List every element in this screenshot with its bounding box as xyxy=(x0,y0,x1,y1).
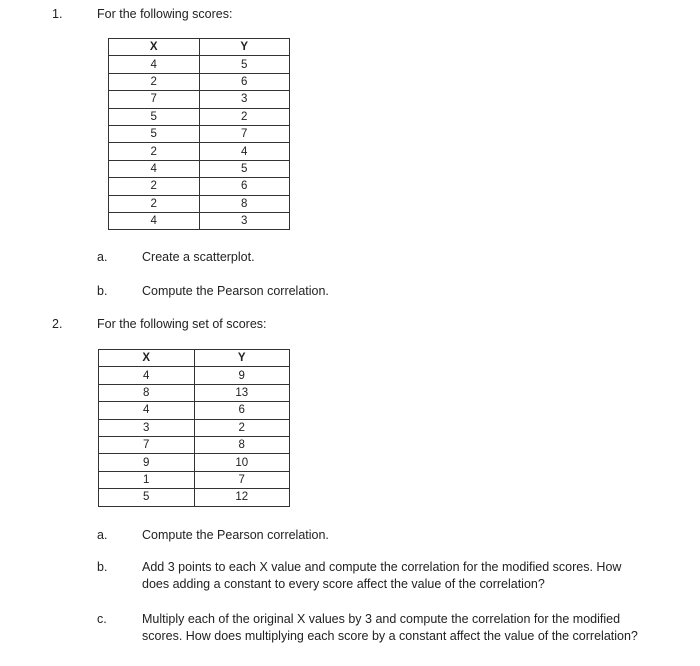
y-value-cell: 8 xyxy=(199,195,290,212)
table-row xyxy=(109,91,290,108)
y-value-cell: 6 xyxy=(199,178,290,195)
table-row xyxy=(109,108,290,125)
y-value-cell: 12 xyxy=(194,489,290,506)
table-row xyxy=(99,454,290,471)
question-2c-text: Multiply each of the original X values by 3 and compute the correlation for the modified scores. How does multiplying each score by a constant affect the value of the correlation? xyxy=(142,612,638,643)
y-value-cell: 10 xyxy=(194,454,290,471)
question-1b-label: b. xyxy=(97,284,108,298)
y-value-cell: 7 xyxy=(194,471,290,488)
table-row xyxy=(99,471,290,488)
table-row xyxy=(99,436,290,453)
question-1a-label: a. xyxy=(97,250,108,264)
table-row xyxy=(109,56,290,73)
table-row xyxy=(99,489,290,506)
y-value-cell: 5 xyxy=(199,160,290,177)
x-value-cell: 2 xyxy=(109,178,200,195)
table-row xyxy=(99,384,290,401)
x-value-cell: 3 xyxy=(99,419,195,436)
y-value-cell: 7 xyxy=(199,125,290,142)
table-row xyxy=(109,178,290,195)
question-1-prompt: For the following scores: xyxy=(97,7,233,21)
x-value-cell: 8 xyxy=(99,384,195,401)
table-row xyxy=(99,367,290,384)
column-header-x: X xyxy=(99,350,195,367)
question-1-number: 1. xyxy=(52,7,63,21)
x-value-cell: 7 xyxy=(109,91,200,108)
column-header-y: Y xyxy=(194,350,290,367)
x-value-cell: 4 xyxy=(109,212,200,229)
table-row xyxy=(109,195,290,212)
question-2-table xyxy=(98,349,290,507)
table-row xyxy=(109,73,290,90)
column-header-y: Y xyxy=(199,39,290,56)
table-row xyxy=(109,143,290,160)
question-2b-text: Add 3 points to each X value and compute the correlation for the modified scores. How does adding a constant to every score affect the value of the correlation? xyxy=(142,560,622,591)
y-value-cell: 9 xyxy=(194,367,290,384)
x-value-cell: 2 xyxy=(109,143,200,160)
x-value-cell: 1 xyxy=(99,471,195,488)
y-value-cell: 6 xyxy=(194,402,290,419)
y-value-cell: 2 xyxy=(194,419,290,436)
x-value-cell: 9 xyxy=(99,454,195,471)
x-value-cell: 5 xyxy=(109,108,200,125)
y-value-cell: 6 xyxy=(199,73,290,90)
table-row xyxy=(99,402,290,419)
question-2a-text: Compute the Pearson correlation. xyxy=(142,528,329,542)
question-2b-label: b. xyxy=(97,560,108,574)
y-value-cell: 3 xyxy=(199,91,290,108)
x-value-cell: 5 xyxy=(109,125,200,142)
table-header-row xyxy=(99,350,290,367)
y-value-cell: 13 xyxy=(194,384,290,401)
question-1b-text: Compute the Pearson correlation. xyxy=(142,284,329,298)
table-row xyxy=(109,125,290,142)
x-value-cell: 2 xyxy=(109,73,200,90)
y-value-cell: 2 xyxy=(199,108,290,125)
question-2-prompt: For the following set of scores: xyxy=(97,317,267,331)
question-1a-text: Create a scatterplot. xyxy=(142,250,255,264)
table-header-row xyxy=(109,39,290,56)
y-value-cell: 8 xyxy=(194,436,290,453)
x-value-cell: 5 xyxy=(99,489,195,506)
x-value-cell: 4 xyxy=(99,367,195,384)
x-value-cell: 7 xyxy=(99,436,195,453)
question-2-number: 2. xyxy=(52,317,63,331)
table-row xyxy=(99,419,290,436)
question-2a-label: a. xyxy=(97,528,108,542)
y-value-cell: 3 xyxy=(199,212,290,229)
column-header-x: X xyxy=(109,39,200,56)
y-value-cell: 5 xyxy=(199,56,290,73)
x-value-cell: 2 xyxy=(109,195,200,212)
x-value-cell: 4 xyxy=(99,402,195,419)
x-value-cell: 4 xyxy=(109,56,200,73)
table-row xyxy=(109,212,290,229)
y-value-cell: 4 xyxy=(199,143,290,160)
question-1-table xyxy=(108,38,290,230)
question-2c-label: c. xyxy=(97,612,107,626)
x-value-cell: 4 xyxy=(109,160,200,177)
table-row xyxy=(109,160,290,177)
